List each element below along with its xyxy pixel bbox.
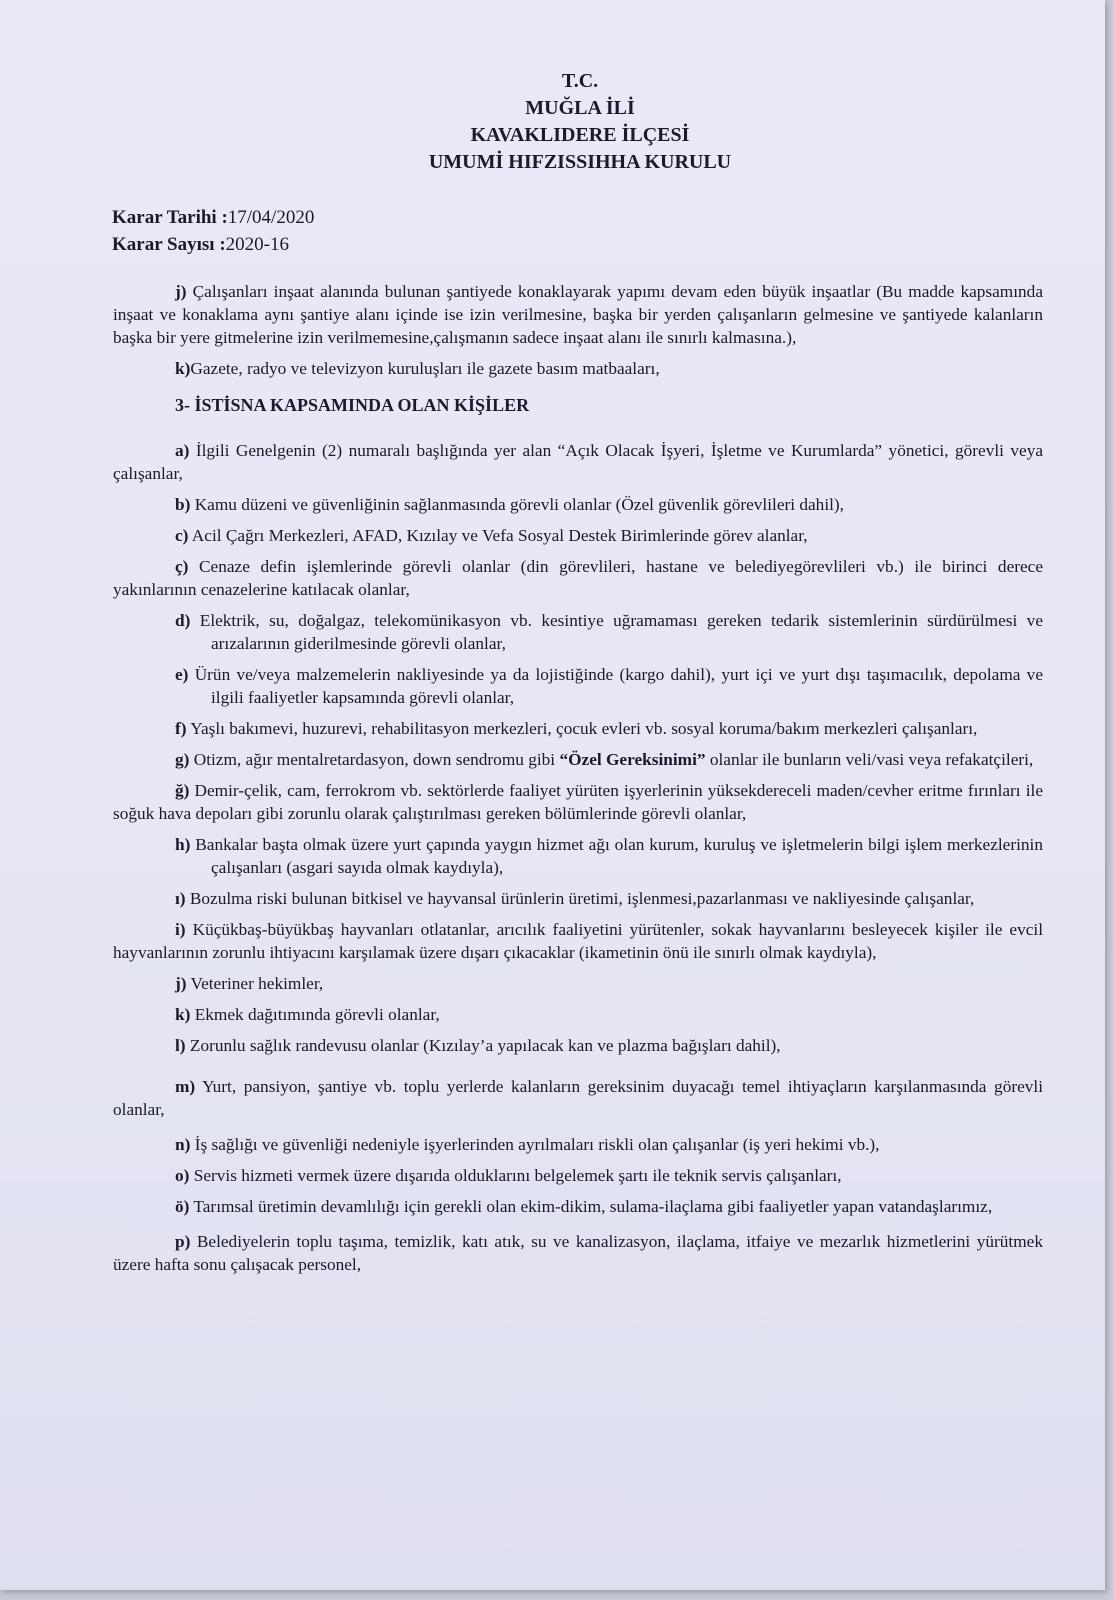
header-line-board: UMUMİ HIFZISSIHHA KURULU — [428, 151, 732, 173]
header-line-province: MUĞLA İLİ — [525, 97, 635, 119]
item-i-dotless: ı) Bozulma riski bulunan bitkisel ve hayvansal ürünlerin üretimi, işlenmesi,pazarlanması ve nakliyesinde çalışanlar, — [175, 889, 975, 908]
item-l: l) Zorunlu sağlık randevusu olanlar (Kızılay’a yapılacak kan ve plazma bağışları dahil), — [175, 1036, 781, 1055]
item-f: f) Yaşlı bakımevi, huzurevi, rehabilitasyon merkezleri, çocuk evleri vb. sosyal koruma/bakım merkezleri çalışanları, — [175, 719, 978, 738]
item-o: o) Servis hizmeti vermek üzere dışarıda olduklarını belgelemek şartı ile teknik servis çalışanları, — [175, 1166, 842, 1185]
item-k: k) Ekmek dağıtımında görevli olanlar, — [175, 1005, 440, 1024]
document-header — [0, 68, 1113, 176]
item-m: m) Yurt, pansiyon, şantiye vb. toplu yerlerde kalanların gereksinim duyacağı temel ihtiyaçların karşılanmasında görevli olanlar, — [113, 1077, 1043, 1119]
item-b: b) Kamu düzeni ve güvenliğinin sağlanmasında görevli olanlar (Özel güvenlik görevlileri dahil), — [175, 495, 844, 514]
item-i: i) Küçükbaş-büyükbaş hayvanları otlatanlar, arıcılık faaliyetini yürütenler, sokak hayvanlarını besleyecek kişiler ile evcil hayvanlarının zorunlu ihtiyacını karşılamak üzere dışarı çıkacaklar (ikametinin önü ile sınırlı olmak kaydıyla), — [113, 920, 1043, 962]
decision-number: Karar Sayısı :2020-16 — [112, 234, 289, 255]
header-line-tc: T.C. — [561, 70, 599, 92]
item-j: j) Veteriner hekimler, — [175, 974, 324, 993]
section-heading: 3- İSTİSNA KAPSAMINDA OLAN KİŞİLER — [175, 395, 530, 415]
item-o-umlaut: ö) Tarımsal üretimin devamlılığı için gerekli olan ekim-dikim, sulama-ilaçlama gibi faaliyetler yapan vatandaşlarımız, — [175, 1197, 993, 1216]
item-h: h) Bankalar başta olmak üzere yurt çapında yaygın hizmet ağı olan kurum, kuruluş ve işletmelerin bilgi işlem merkezlerinin çalışanları (asgari sayıda olmak kaydıyla), — [175, 835, 1043, 877]
item-a: a) İlgili Genelgenin (2) numaralı başlığında yer alan “Açık Olacak İşyeri, İşletme ve Kurumlarda” yönetici, görevli veya çalışanlar, — [113, 441, 1043, 483]
paragraph-2k: k)Gazete, radyo ve televizyon kuruluşları ile gazete basım matbaaları, — [175, 359, 660, 378]
item-c-cedilla: ç) Cenaze defin işlemlerinde görevli olanlar (din görevlileri, hastane ve belediyegörevlileri vb.) ile birinci derece yakınlarının cenazelerine katılacak olanlar, — [113, 557, 1043, 599]
item-d: d) Elektrik, su, doğalgaz, telekomünikasyon vb. kesintiye uğramaması gereken tedarik sistemlerinin sürdürülmesi ve arızalarının giderilmesinde görevli olanlar, — [175, 611, 1043, 653]
item-n: n) İş sağlığı ve güvenliği nedeniyle işyerlerinden ayrılmaları riskli olan çalışanlar (iş yeri hekimi vb.), — [175, 1135, 880, 1154]
item-g-breve: ğ) Demir-çelik, cam, ferrokrom vb. sektörlerde faaliyet yürüten işyerlerinin yüksekdereceli maden/cevher eritme fırınları ile soğuk hava depoları gibi zorunlu olarak çalıştırılması gereken bölümlerinde görevli olanlar, — [113, 781, 1043, 823]
item-g: g) Otizm, ağır mentalretardasyon, down sendromu gibi “Özel Gereksinimi” olanlar ile bunların veli/vasi veya refakatçileri, — [175, 750, 1034, 769]
document-body — [113, 280, 1043, 1276]
item-c: c) Acil Çağrı Merkezleri, AFAD, Kızılay ve Vefa Sosyal Destek Birimlerinde görev alanlar, — [175, 526, 808, 545]
header-line-district: KAVAKLIDERE İLÇESİ — [470, 124, 690, 146]
paragraph-2j: j) Çalışanları inşaat alanında bulunan şantiyede konaklayarak yapımı devam eden büyük inşaatlar (Bu madde kapsamında inşaat ve konaklama aynı şantiye alanı içinde ise izin verilmesine, başka bir yerden çalışanların gelmesine ve şantiyede kalanların başka bir yere gitmelerine izin verilmemesine,çalışmanın sadece inşaat alanı ile sınırlı kalmasına.), — [113, 282, 1043, 347]
decision-date: Karar Tarihi :17/04/2020 — [112, 207, 315, 228]
decision-meta — [112, 204, 314, 258]
item-p: p) Belediyelerin toplu taşıma, temizlik, katı atık, su ve kanalizasyon, ilaçlama, itfaiye ve mezarlık hizmetlerini yürütmek üzere hafta sonu çalışacak personel, — [113, 1232, 1043, 1274]
item-e: e) Ürün ve/veya malzemelerin nakliyesinde ya da lojistiğinde (kargo dahil), yurt içi ve yurt dışı taşımacılık, depolama ve ilgili faaliyetler kapsamında görevli olanlar, — [175, 665, 1043, 707]
